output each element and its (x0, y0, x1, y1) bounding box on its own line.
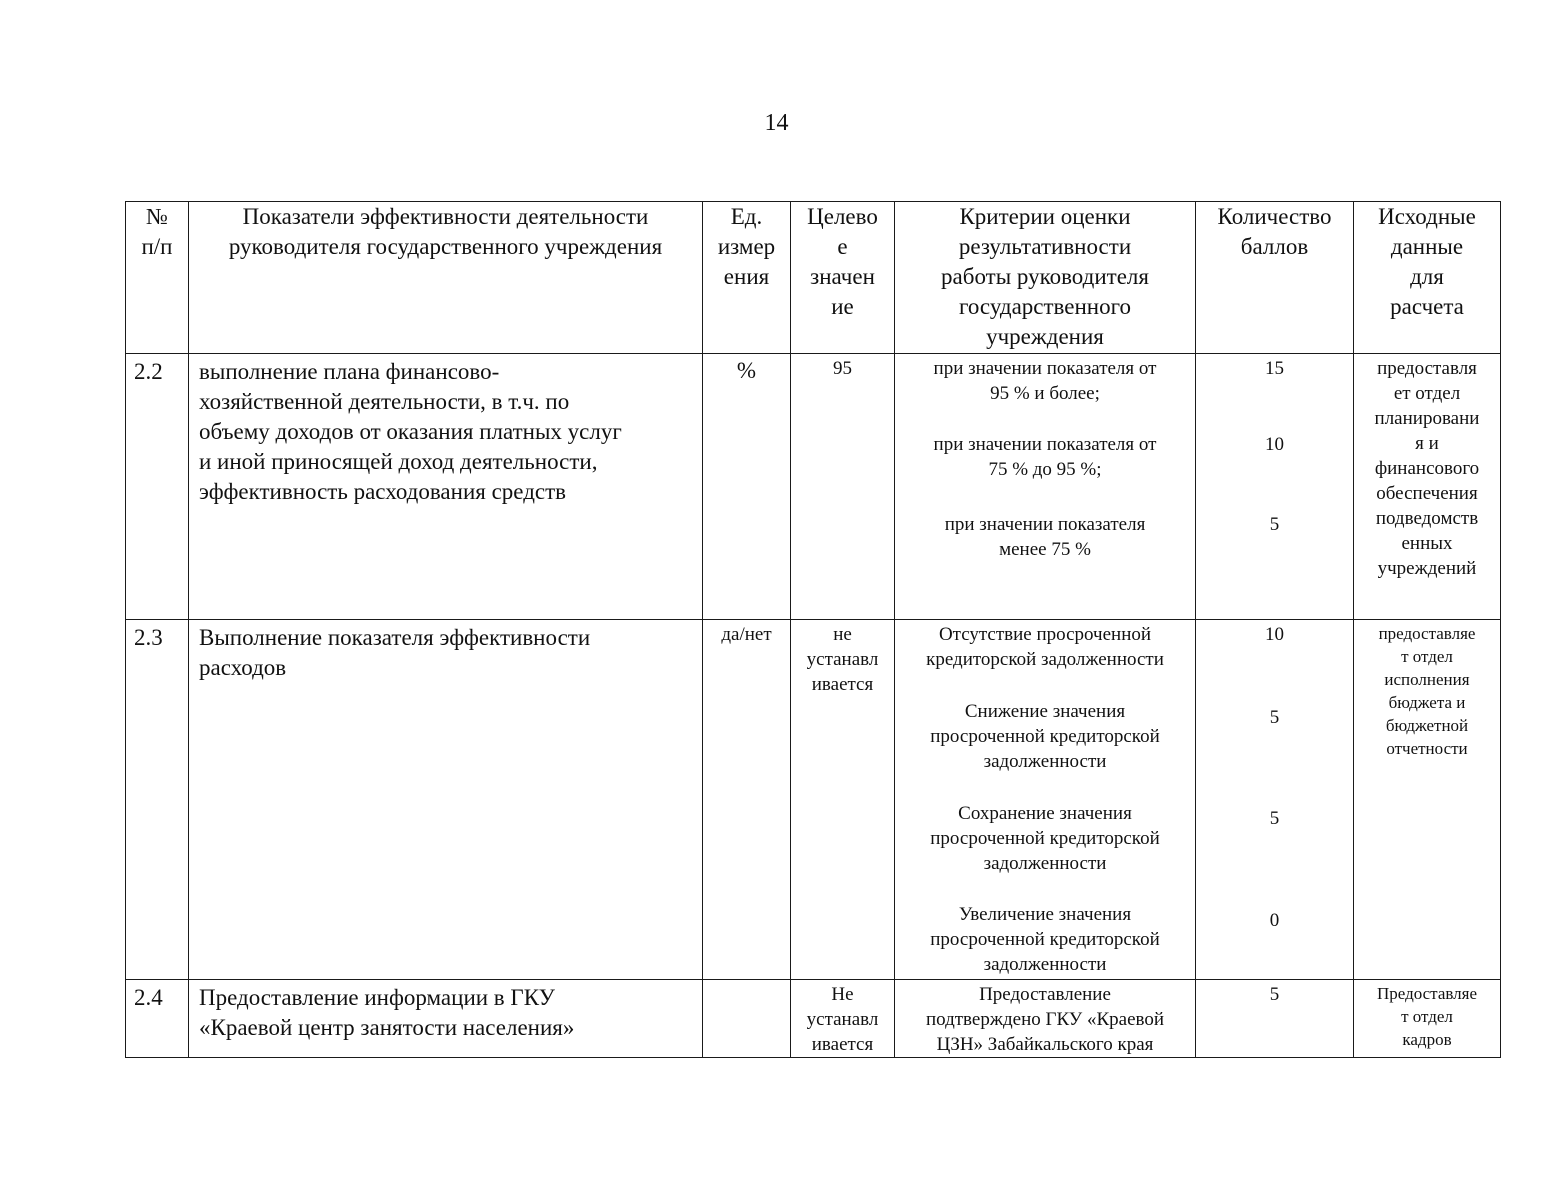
table-row (126, 620, 1501, 980)
row-source: предоставляе т отдел исполнения бюджета и бюджетной отчетности (1354, 620, 1501, 980)
header-source: Исходные данные для расчета (1354, 202, 1501, 354)
criterion: при значении показателя от 75 % до 95 %; (933, 434, 1157, 480)
page-number: 14 (764, 110, 789, 136)
row-source: Предоставляе т отдел кадров (1354, 980, 1501, 1058)
row-target: 95 (791, 354, 895, 620)
header-criteria: Критерии оценки результативности работы руководителя государственного учреждения (895, 202, 1196, 354)
row-criteria (895, 354, 1196, 620)
row-indicator: Предоставление информации в ГКУ «Краевой центр занятости населения» (189, 980, 703, 1058)
table-row (126, 980, 1501, 1058)
row-points: 15 10 5 (1196, 354, 1354, 620)
header-target: Целево е значен ие (791, 202, 895, 354)
criterion: Снижение значения просроченной кредиторской задолженности (930, 701, 1160, 772)
header-no: № п/п (126, 202, 189, 354)
indicators-table (125, 201, 1501, 1058)
header-unit: Ед. измер ения (703, 202, 791, 354)
row-number: 2.3 (126, 620, 189, 980)
criterion: Увеличение значения просроченной кредиторской задолженности (930, 904, 1160, 975)
table-header-row (126, 202, 1501, 354)
row-target: Не устанавл ивается (791, 980, 895, 1058)
row-source: предоставля ет отдел планировани я и финансового обеспечения подведомств енных учреждений (1354, 354, 1501, 620)
criterion: Предоставление подтверждено ГКУ «Краевой ЦЗН» Забайкальского края (925, 984, 1165, 1055)
row-indicator: Выполнение показателя эффективности расходов (189, 620, 703, 980)
criterion: Отсутствие просроченной кредиторской задолженности (926, 624, 1164, 670)
header-indicator: Показатели эффективности деятельности руководителя государственного учреждения (189, 202, 703, 354)
row-points: 10 5 5 0 (1196, 620, 1354, 980)
header-points: Количество баллов (1196, 202, 1354, 354)
row-points: 5 (1196, 980, 1354, 1058)
row-criteria (895, 980, 1196, 1058)
row-unit: да/нет (703, 620, 791, 980)
row-unit: % (703, 354, 791, 620)
row-unit (703, 980, 791, 1058)
row-criteria (895, 620, 1196, 980)
row-target: не устанавл ивается (791, 620, 895, 980)
criterion: Сохранение значения просроченной кредиторской задолженности (930, 803, 1160, 874)
row-number: 2.2 (126, 354, 189, 620)
table-row (126, 354, 1501, 620)
criterion: при значении показателя менее 75 % (944, 514, 1146, 560)
row-indicator: выполнение плана финансово- хозяйственной деятельности, в т.ч. по объему доходов от оказания платных услуг и иной приносящей доход деятельности, эффективность расходования средств (189, 354, 703, 620)
criterion: при значении показателя от 95 % и более; (933, 358, 1157, 404)
row-number: 2.4 (126, 980, 189, 1058)
